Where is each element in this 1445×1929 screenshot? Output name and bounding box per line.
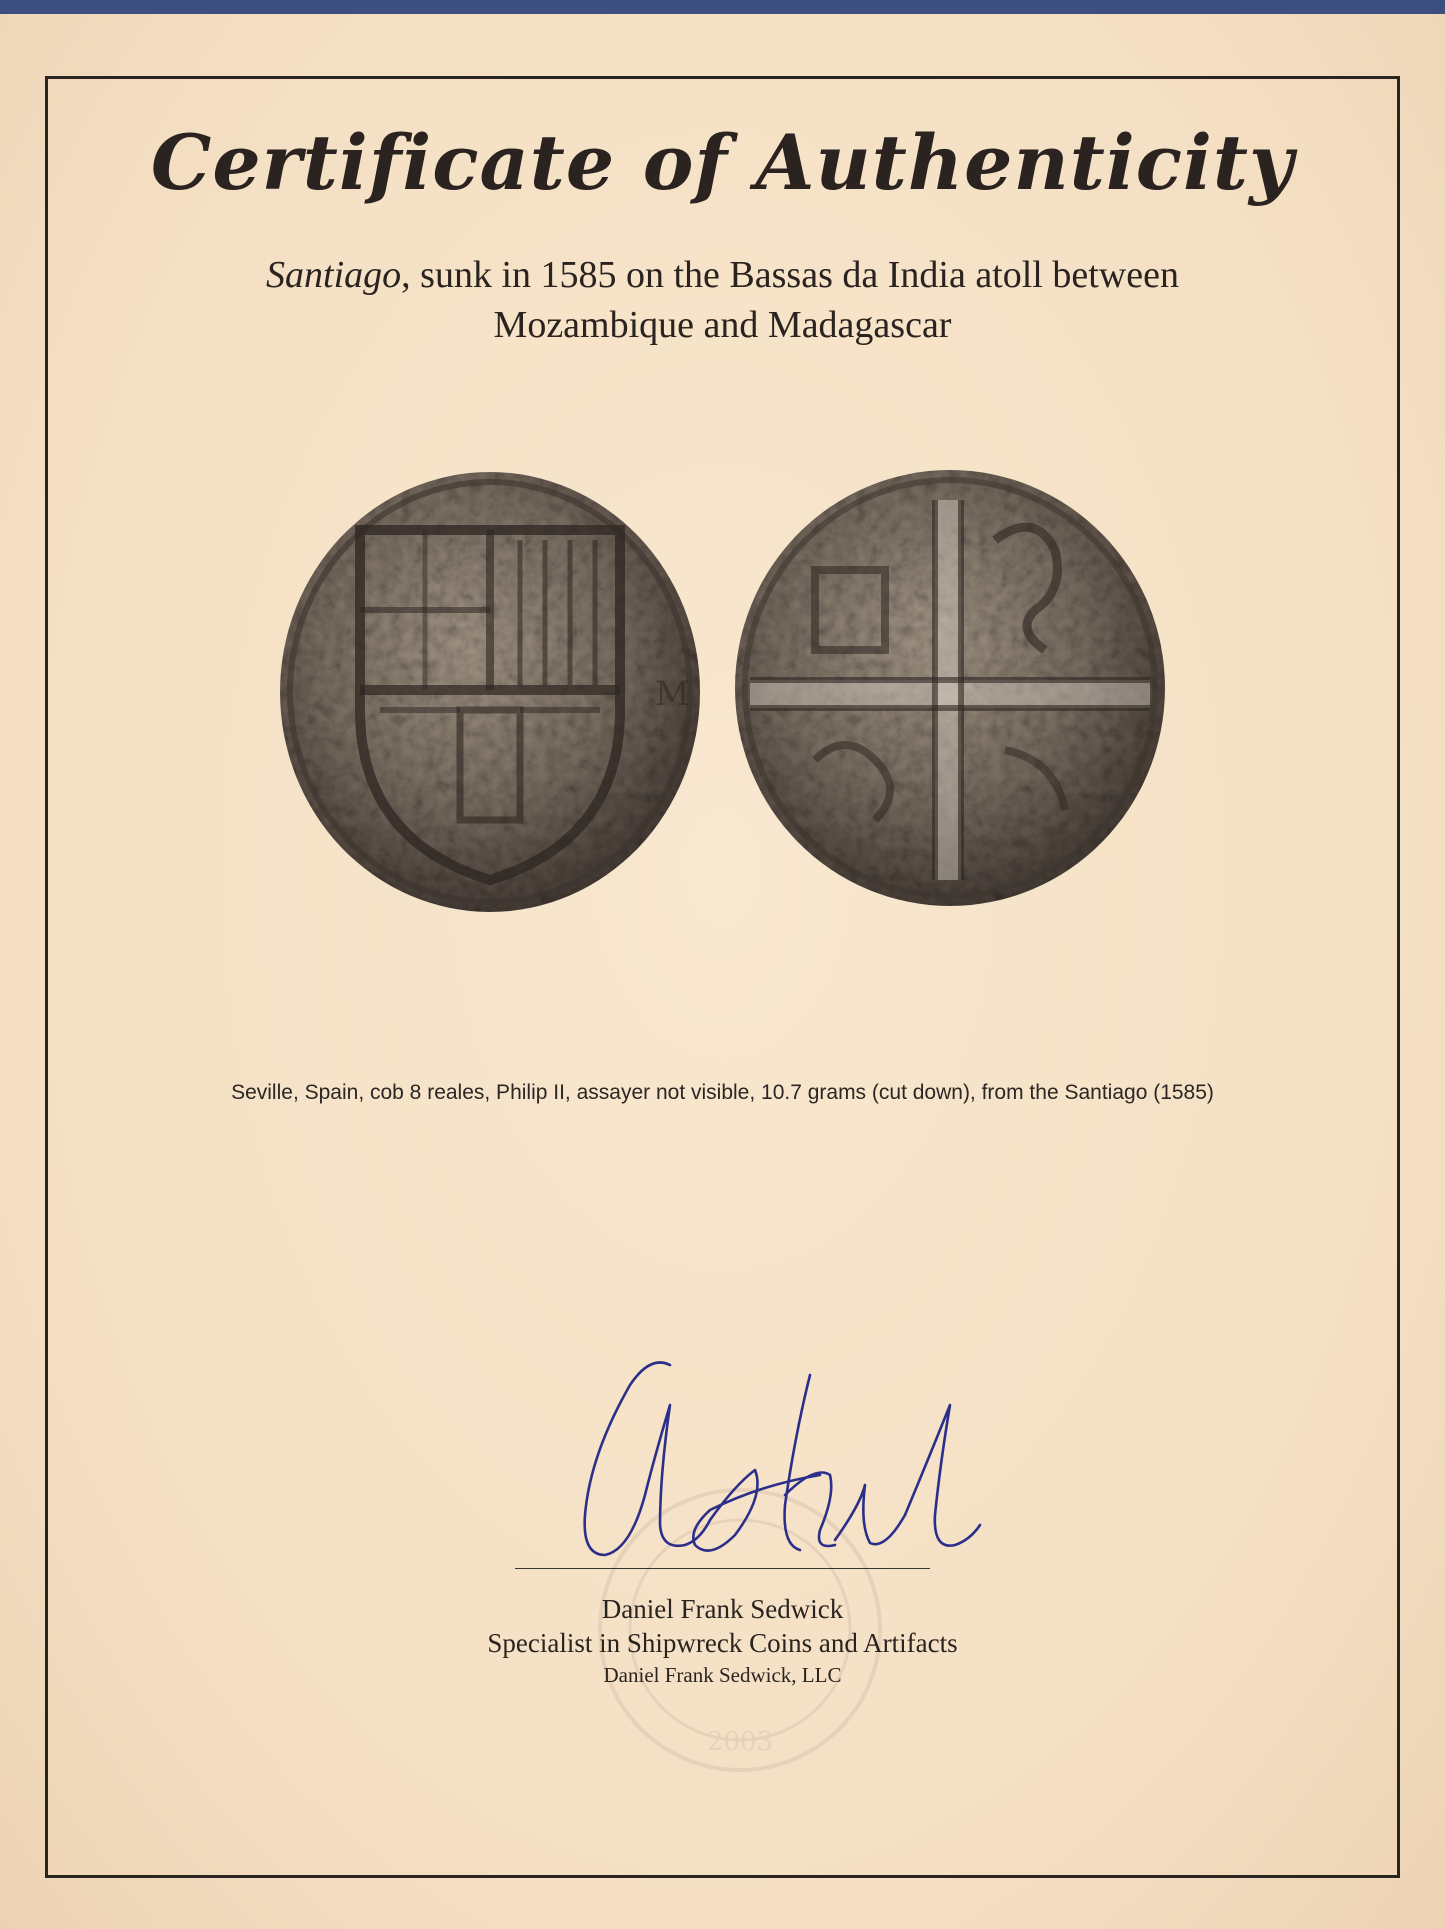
- coin-reverse-cross-icon: [735, 470, 1165, 906]
- signer-title: Specialist in Shipwreck Coins and Artifacts: [487, 1628, 958, 1658]
- seal-year: 2003: [706, 1727, 774, 1757]
- signer-company: Daniel Frank Sedwick, LLC: [603, 1663, 842, 1687]
- certificate-title: Certificate of Authenticity: [150, 118, 1295, 207]
- coin-images: [280, 460, 1180, 920]
- signature-icon: [560, 1345, 1000, 1585]
- ship-description: , sunk in 1585 on the Bassas da India atoll between Mozambique and Madagascar: [401, 254, 1179, 346]
- certificate-subtitle: [180, 250, 1265, 350]
- ship-name: Santiago: [266, 254, 402, 296]
- coin-description: Seville, Spain, cob 8 reales, Philip II, assayer not visible, 10.7 grams (cut down), from the Santiago (1585): [231, 1081, 1214, 1104]
- signature-line: [515, 1568, 930, 1569]
- signer-block: [0, 1592, 1445, 1690]
- coin-obverse-shield-icon: [280, 472, 700, 912]
- signer-name: Daniel Frank Sedwick: [601, 1594, 844, 1624]
- top-border-strip: [0, 0, 1445, 14]
- svg-text:M: M: [655, 674, 690, 714]
